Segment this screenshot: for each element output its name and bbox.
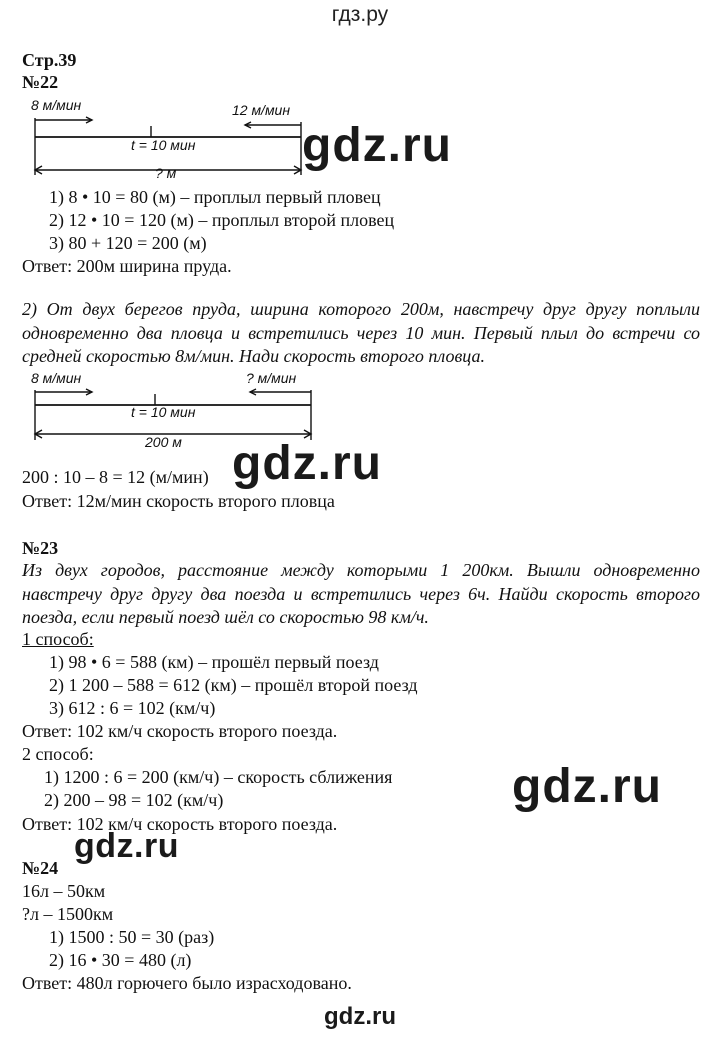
task23-method2-label: 2 способ: bbox=[22, 744, 94, 764]
site-header: гдз.ру bbox=[331, 3, 389, 26]
task24-answer: Ответ: 480л горючего было израсходовано. bbox=[22, 973, 352, 993]
diagram2-left-speed: 8 м/мин bbox=[31, 370, 82, 386]
task22-answer-2: Ответ: 12м/мин скорость второго пловца bbox=[22, 491, 335, 511]
task22-step-3: 3) 80 + 120 = 200 (м) bbox=[49, 233, 207, 253]
diagram1-right-speed: 12 м/мин bbox=[232, 102, 291, 118]
diagram1-left-speed: 8 м/мин bbox=[31, 97, 82, 113]
site-footer: gdz.ru bbox=[324, 1003, 396, 1030]
task22-problem-2: 2) От двух берегов пруда, ширина которого 200м, навстречу друг другу поплыли одновременно два пловца и встретились через 10 мин. Первый плыл до встречи со средней скоростью 8м/мин. Нади скорость второго пловца. bbox=[22, 299, 700, 366]
task22-answer: Ответ: 200м ширина пруда. bbox=[22, 256, 232, 276]
watermark-4: gdz.ru bbox=[74, 827, 179, 865]
diagram2-total: 200 м bbox=[145, 434, 182, 450]
task-23-number: №23 bbox=[22, 538, 59, 558]
task-24-number: №24 bbox=[22, 858, 59, 878]
watermark-1: gdz.ru bbox=[302, 119, 452, 172]
page-reference: Стр.39 bbox=[22, 50, 77, 70]
diagram1-total: ? м bbox=[155, 165, 177, 181]
task22-step-2: 2) 12 • 10 = 120 (м) – проплыл второй пловец bbox=[49, 210, 395, 230]
watermark-3: gdz.ru bbox=[512, 760, 662, 813]
task23-method1-step-1: 1) 98 • 6 = 588 (км) – прошёл первый поезд bbox=[49, 652, 379, 672]
task23-method1-label: 1 способ: bbox=[22, 629, 94, 649]
task23-method2-answer: Ответ: 102 км/ч скорость второго поезда. bbox=[22, 814, 338, 834]
task23-problem: Из двух городов, расстояние между которыми 1 200км. Вышли одновременно навстречу друг другу два поезда и встретились через 6ч. Найди скорость второго поезда, если первый поезд шёл со скоростью 98 км/ч. bbox=[22, 560, 700, 627]
task23-method2-step-1: 1) 1200 : 6 = 200 (км/ч) – скорость сближения bbox=[44, 767, 393, 787]
task24-step-2: 2) 16 • 30 = 480 (л) bbox=[49, 950, 192, 970]
diagram2-time: t = 10 мин bbox=[131, 404, 196, 420]
task23-method1-step-2: 2) 1 200 – 588 = 612 (км) – прошёл второй поезд bbox=[49, 675, 418, 695]
watermark-2: gdz.ru bbox=[232, 437, 382, 490]
task22-step-1: 1) 8 • 10 = 80 (м) – проплыл первый пловец bbox=[49, 187, 381, 207]
task24-step-1: 1) 1500 : 50 = 30 (раз) bbox=[49, 927, 215, 947]
task24-line-1: 16л – 50км bbox=[22, 881, 106, 901]
task-22-number: №22 bbox=[22, 72, 59, 92]
task23-method1-step-3: 3) 612 : 6 = 102 (км/ч) bbox=[49, 698, 216, 718]
diagram2-right-speed: ? м/мин bbox=[246, 370, 297, 386]
task23-method2-step-2: 2) 200 – 98 = 102 (км/ч) bbox=[44, 790, 224, 810]
diagram1-time: t = 10 мин bbox=[131, 137, 196, 153]
task23-method1-answer: Ответ: 102 км/ч скорость второго поезда. bbox=[22, 721, 338, 741]
task22-calc-2: 200 : 10 – 8 = 12 (м/мин) bbox=[22, 467, 209, 487]
task24-line-2: ?л – 1500км bbox=[22, 904, 114, 924]
